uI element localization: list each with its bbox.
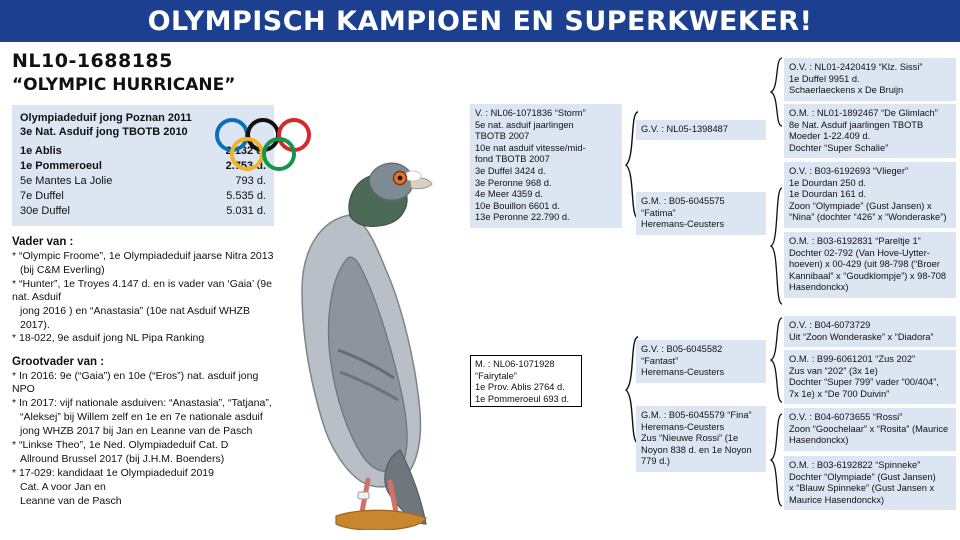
- list-item: * “Hunter”, 1e Troyes 4.147 d. en is vader van ‘Gaia’ (9e nat. Asduif: [12, 277, 272, 304]
- father-of-list: [12, 250, 280, 346]
- brace-gen2-2: [770, 186, 784, 306]
- gen3-line: Dochter “Super Schalie”: [789, 142, 889, 153]
- gen3-line: Uit “Zoon Wonderaske” x “Diadora”: [789, 331, 934, 342]
- sire-line: 4e Meer 4359 d.: [475, 189, 543, 200]
- result-value: 5.535 d.: [226, 190, 266, 202]
- result-value: 2.132 d.: [225, 145, 266, 157]
- result-value: 793 d.: [235, 175, 266, 187]
- sire-line: 13e Peronne 22.790 d.: [475, 212, 570, 223]
- gen2-line: Heremans-Ceusters: [641, 367, 725, 378]
- list-item: Leanne van de Pasch: [20, 494, 122, 507]
- gen3-line: Zoon “Goochelaar” x “Rosita” (Maurice: [789, 423, 949, 434]
- result-label: 1e Ablis: [20, 145, 62, 157]
- gen2-ref: G.M. : B05-6045575 “Fatima”: [641, 196, 725, 218]
- gen3-line: x “Blauw Spinneke” (Gust Jansen x: [789, 483, 935, 494]
- list-item: Allround Brussel 2017 (bij J.H.M. Boenders): [20, 452, 225, 465]
- gen3-line: Dochter “Olympiade” (Gust Jansen): [789, 471, 936, 482]
- gen3-line: Zoon “Olympiade” (Gust Jansen) x: [789, 200, 932, 211]
- sire-ref: V. : NL06-1071836 “Storm”: [475, 108, 586, 118]
- gen3-line: “Nina” (dochter “426” x “Wonderaske”): [789, 212, 947, 223]
- list-item: (bij C&M Everling): [20, 263, 105, 276]
- gen3-line: 7x 1e) x “De 700 Duivin”: [789, 388, 890, 399]
- grandsire-maternal-box: [636, 340, 766, 383]
- ggp-box-4: [784, 232, 956, 298]
- father-of-heading: Vader van :: [12, 236, 74, 248]
- subject-name: “OLYMPIC HURRICANE”: [12, 75, 236, 95]
- sire-line: 3e Duffel 3424 d.: [475, 165, 546, 176]
- sire-line: 3e Peronne 968 d.: [475, 177, 552, 188]
- result-label: 7e Duffel: [20, 190, 64, 202]
- gen3-line: 1e Duffel 9951 d.: [789, 73, 860, 84]
- gen3-ref: O.M. : NL01-1892467 “De Glimlach”: [789, 108, 938, 118]
- ggp-box-3: [784, 162, 956, 228]
- ggp-box-5: [784, 316, 956, 347]
- gen3-line: 1e Dourdan 161 d.: [789, 189, 867, 200]
- result-value: 5.031 d.: [226, 205, 266, 217]
- brace-gen2-4: [770, 412, 784, 508]
- result-label: 5e Mantes La Jolie: [20, 175, 113, 187]
- gen2-ref: G.V. : B05-6045582 “Fantast”: [641, 344, 723, 366]
- sire-line: TBOTB 2007: [475, 131, 530, 142]
- gen3-line: Hasendonckx): [789, 282, 849, 293]
- gen3-ref: O.V. : B04-6073655 “Rossi”: [789, 412, 903, 422]
- gen3-line: Maurice Hasendonckx): [789, 494, 885, 505]
- pigeon-illustration: [250, 120, 480, 530]
- result-label: 30e Duffel: [20, 205, 70, 217]
- gen3-ref: O.M. : B03-6192822 “Spinneke”: [789, 460, 921, 470]
- gen3-ref: O.V. : B04-6073729: [789, 320, 871, 330]
- gen3-line: Dochter 02-792 (Van Hove-Uytter-: [789, 247, 930, 258]
- gen2-line: Noyon 838 d. en 1e Noyon: [641, 444, 752, 455]
- grandsire-paternal-box: [636, 120, 766, 140]
- ggp-box-8: [784, 456, 956, 510]
- gen2-line: Heremans-Ceusters: [641, 421, 725, 432]
- ggp-box-6: [784, 350, 956, 404]
- gen3-line: Schaerlaeckens x De Bruijn: [789, 85, 904, 96]
- subject-title-2: 3e Nat. Asduif jong TBOTB 2010: [20, 126, 188, 138]
- sire-box: [470, 104, 622, 228]
- pigeon-photo: [250, 120, 480, 530]
- subject-ring-number: NL10-1688185: [12, 50, 173, 72]
- gen3-line: Kannibaal” x “Goudklompje”) x 98-708: [789, 270, 947, 281]
- sire-line: 5e nat. asduif jaarlingen: [475, 119, 574, 130]
- result-label: 1e Pommeroeul: [20, 160, 102, 172]
- gen3-line: Hasendonckx): [789, 435, 849, 446]
- gen3-ref: O.M. : B99-6061201 “Zus 202”: [789, 354, 916, 364]
- result-row: [20, 189, 266, 204]
- gen3-ref: O.V. : NL01-2420419 “Klz. Sissi”: [789, 62, 923, 72]
- list-item: jong 2016 ) en “Anastasia” (10e nat Asduif WHZB 2017).: [20, 305, 250, 331]
- sire-line: fond TBOTB 2007: [475, 154, 550, 165]
- subject-title-1: Olympiadeduif jong Poznan 2011: [20, 112, 192, 124]
- gen2-line: Zus “Nieuwe Rossi” (1e: [641, 433, 739, 444]
- list-item: * In 2016: 9e (“Gaia”) en 10e (“Eros”) nat. asduif jong NPO: [12, 369, 259, 396]
- dam-ref: M. : NL06-1071928: [475, 359, 555, 369]
- gen2-line: 779 d.): [641, 456, 670, 467]
- gen2-line: Heremans-Ceusters: [641, 219, 725, 230]
- gen3-line: hoeven) x 00-429 (uit 98-798 (“Broer: [789, 259, 940, 270]
- page-banner: [0, 0, 960, 42]
- gen3-line: 1e Dourdan 250 d.: [789, 177, 867, 188]
- granddam-maternal-box: [636, 406, 766, 472]
- list-item: jong WHZB 2017 bij Jan en Leanne van de Pasch: [20, 424, 253, 437]
- granddam-paternal-box: [636, 192, 766, 235]
- gen3-line: Zus van “202” (3x 1e): [789, 365, 878, 376]
- dam-line: “Fairytale”: [475, 370, 517, 381]
- list-item: * “Linkse Theo”, 1e Ned. Olympiadeduif Cat. D: [12, 438, 229, 451]
- gen3-line: Dochter “Super 799” vader “00/404”,: [789, 377, 939, 388]
- list-item: * “Olympic Froome”, 1e Olympiadeduif jaarse Nitra 2013: [12, 250, 274, 262]
- list-item: Cat. A voor Jan en: [20, 480, 106, 493]
- brace-gen2-1: [770, 56, 784, 128]
- gen2-ref: G.M. : B05-6045579 “Fina”: [641, 410, 752, 420]
- list-item: * In 2017: vijf nationale asduiven: “Anastasia”, “Tatjana”,: [12, 397, 272, 410]
- brace-gen2-3: [770, 316, 784, 404]
- dam-box: [470, 355, 582, 409]
- result-row: [20, 204, 266, 219]
- gen2-ref: G.V. : NL05-1398487: [641, 124, 729, 134]
- gen3-ref: O.M. : B03-6192831 “Pareltje 1”: [789, 236, 921, 246]
- gen3-ref: O.V. : B03-6192693 “Vlieger”: [789, 166, 909, 176]
- result-value: 2.753 d.: [225, 160, 266, 172]
- dam-line: 1e Prov. Ablis 2764 d.: [475, 382, 565, 393]
- list-item: “Aleksej” bij Willem zelf en 1e en 7e nationale asduif: [20, 411, 263, 424]
- ggp-box-7: [784, 408, 956, 451]
- ggp-box-2: [784, 104, 956, 158]
- dam-line: 1e Pommeroeul 693 d.: [475, 393, 570, 404]
- sire-line: 10e Bouillon 6601 d.: [475, 200, 560, 211]
- grandfather-of-heading: Grootvader van :: [12, 355, 105, 368]
- list-item: * 18-022, 9e asduif jong NL Pipa Ranking: [12, 332, 205, 345]
- page-title: OLYMPISCH KAMPIOEN EN SUPERKWEKER!: [147, 5, 813, 37]
- ggp-box-1: [784, 58, 956, 101]
- sire-line: 10e nat asduif vitesse/mid-: [475, 142, 586, 153]
- gen3-line: Moeder 1-22.409 d.: [789, 131, 871, 142]
- grandfather-of-list: [12, 370, 280, 508]
- gen3-line: 8e Nat. Asduif jaarlingen TBOTB: [789, 119, 924, 130]
- list-item: * 17-029: kandidaat 1e Olympiadeduif 2019: [12, 466, 214, 479]
